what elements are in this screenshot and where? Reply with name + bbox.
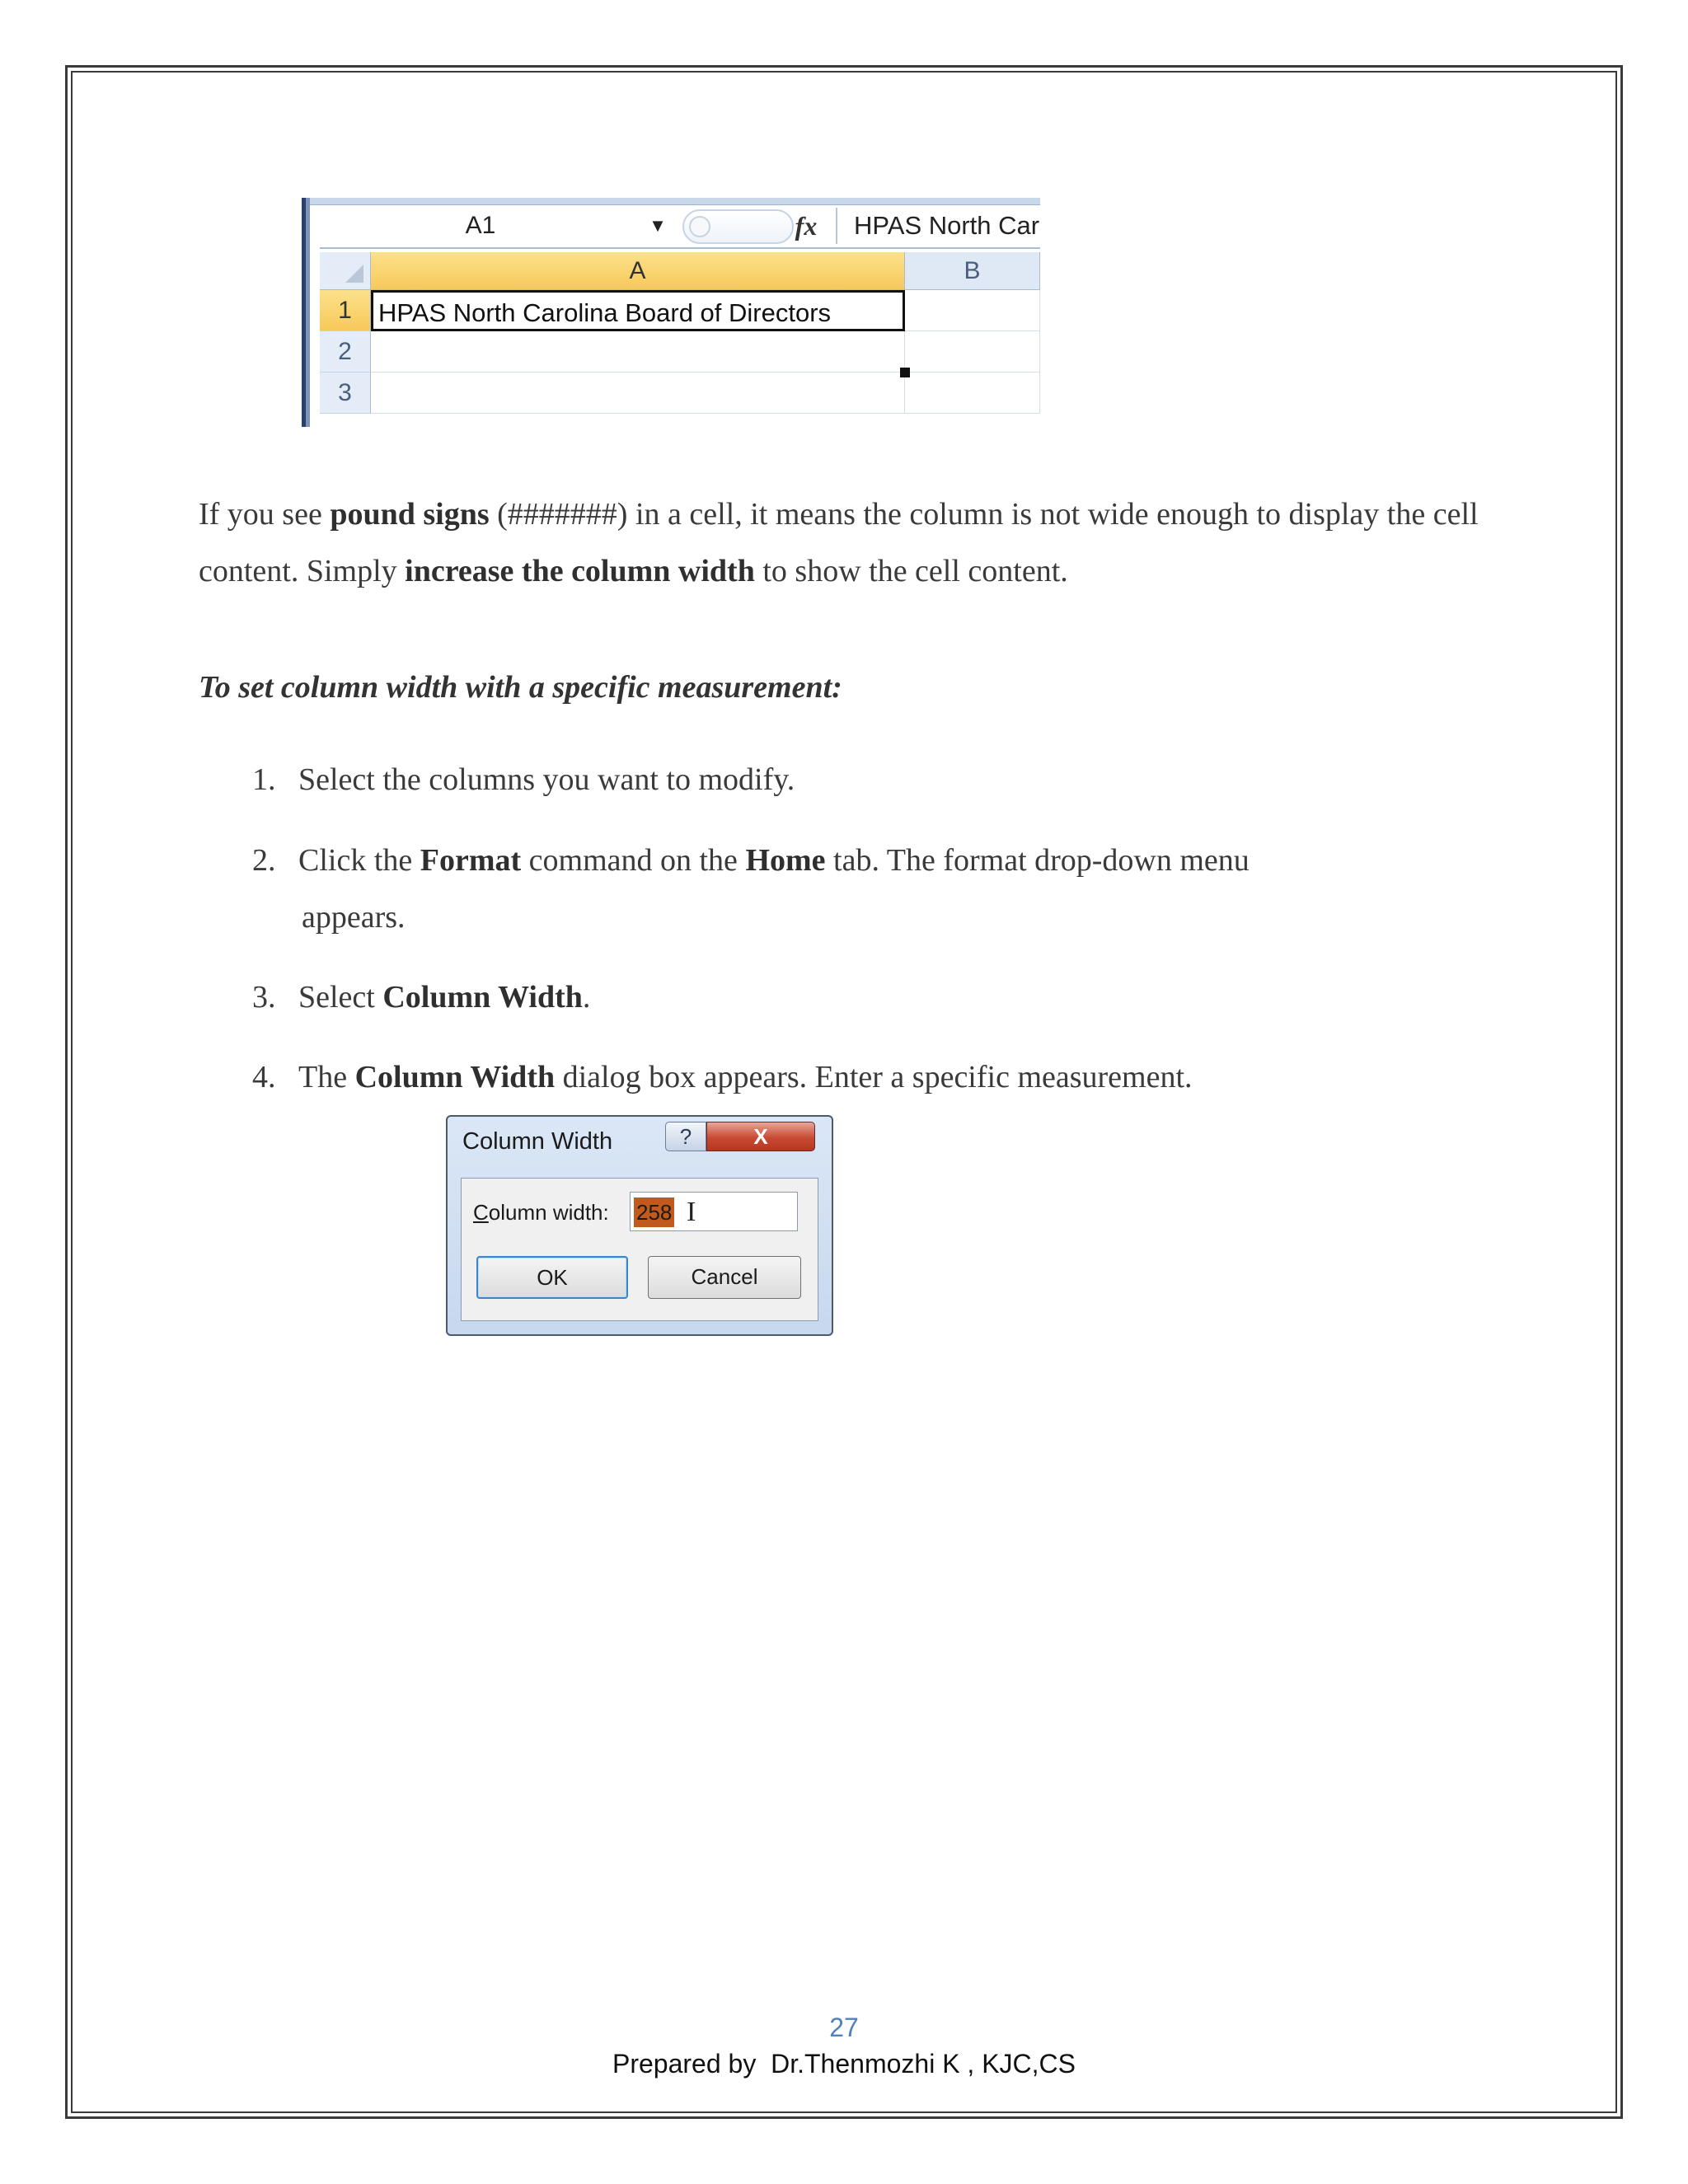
cell-b2[interactable] <box>905 331 1040 373</box>
formula-input[interactable]: HPAS North Car <box>854 211 1040 240</box>
column-width-input[interactable] <box>630 1192 798 1231</box>
close-icon[interactable]: X <box>706 1122 815 1151</box>
dialog-title: Column Width <box>462 1128 613 1155</box>
column-header-b[interactable]: B <box>905 252 1040 290</box>
chevron-down-icon[interactable]: ▼ <box>649 215 667 236</box>
row-header-2[interactable]: 2 <box>320 331 371 373</box>
step-2-continuation: appears. <box>302 900 406 935</box>
fill-handle[interactable] <box>900 368 910 377</box>
dialog-body <box>461 1178 818 1321</box>
ribbon-edge <box>310 198 1040 205</box>
intro-text-3: to show the cell content. <box>754 554 1068 588</box>
formula-bar <box>320 206 1040 249</box>
select-all-icon <box>345 265 363 283</box>
column-width-dialog <box>446 1115 833 1336</box>
cell-b1[interactable] <box>905 290 1040 331</box>
step-text: Select <box>298 980 383 1015</box>
name-box[interactable]: A1 <box>465 212 496 239</box>
step-2 <box>252 832 1250 889</box>
step-bold: Home <box>745 843 826 878</box>
step-number: 1. <box>252 762 276 797</box>
column-width-value: 258 <box>634 1197 674 1227</box>
step-bold: Column Width <box>354 1060 556 1094</box>
cell-a1[interactable] <box>371 290 905 331</box>
formula-bar-resize-handle[interactable] <box>682 209 794 244</box>
page-number: 27 <box>829 2013 859 2042</box>
step-bold: Format <box>420 843 522 878</box>
mnemonic-letter: C <box>473 1200 489 1225</box>
step-4 <box>252 1049 1193 1106</box>
intro-bold-2: increase the column width <box>405 554 755 588</box>
step-text: Click the <box>298 843 420 878</box>
excel-screenshot <box>302 198 1040 427</box>
step-text: The <box>298 1060 355 1094</box>
cell-a2[interactable] <box>371 331 905 373</box>
step-text: command on the <box>521 843 746 878</box>
step-number: 2. <box>252 843 276 878</box>
intro-paragraph <box>199 486 1534 600</box>
cell-b3[interactable] <box>905 373 1040 414</box>
step-3 <box>252 969 590 1026</box>
step-text: . <box>582 980 591 1015</box>
cell-a3[interactable] <box>371 373 905 414</box>
help-icon[interactable]: ? <box>665 1122 706 1151</box>
intro-bold-1: pound signs <box>330 497 490 532</box>
column-width-label <box>473 1200 609 1226</box>
intro-text-2: (#######) in a cell, it means the column is not wide enough to display the cell content. Simply <box>199 497 1479 588</box>
knob-icon <box>689 216 710 237</box>
step-1 <box>252 752 795 808</box>
step-number: 4. <box>252 1060 276 1094</box>
row-header-1[interactable]: 1 <box>320 290 371 331</box>
intro-text-1: If you see <box>199 497 331 532</box>
step-text: dialog box appears. Enter a specific measurement. <box>555 1060 1193 1094</box>
step-text: Select the columns you want to modify. <box>298 762 795 797</box>
insert-function-icon[interactable]: fx <box>795 210 818 241</box>
column-header-a[interactable]: A <box>371 252 905 290</box>
excel-left-edge <box>302 198 310 427</box>
row-header-3[interactable]: 3 <box>320 373 371 414</box>
formula-separator <box>836 208 837 244</box>
step-number: 3. <box>252 980 276 1015</box>
cancel-button[interactable]: Cancel <box>648 1256 801 1299</box>
text-cursor-icon: I <box>687 1197 696 1227</box>
step-bold: Column Width <box>382 980 583 1015</box>
step-text: tab. The format drop-down menu <box>825 843 1250 878</box>
section-heading: To set column width with a specific measurement: <box>199 670 842 705</box>
worksheet-grid <box>320 252 1040 427</box>
label-rest: olumn width: <box>488 1200 609 1225</box>
select-all-button[interactable] <box>320 252 371 290</box>
footer-credit: Prepared by Dr.Thenmozhi K , KJC,CS <box>612 2049 1076 2079</box>
cell-a1-text: HPAS North Carolina Board of Directors <box>378 298 832 327</box>
ok-button[interactable]: OK <box>476 1256 628 1299</box>
